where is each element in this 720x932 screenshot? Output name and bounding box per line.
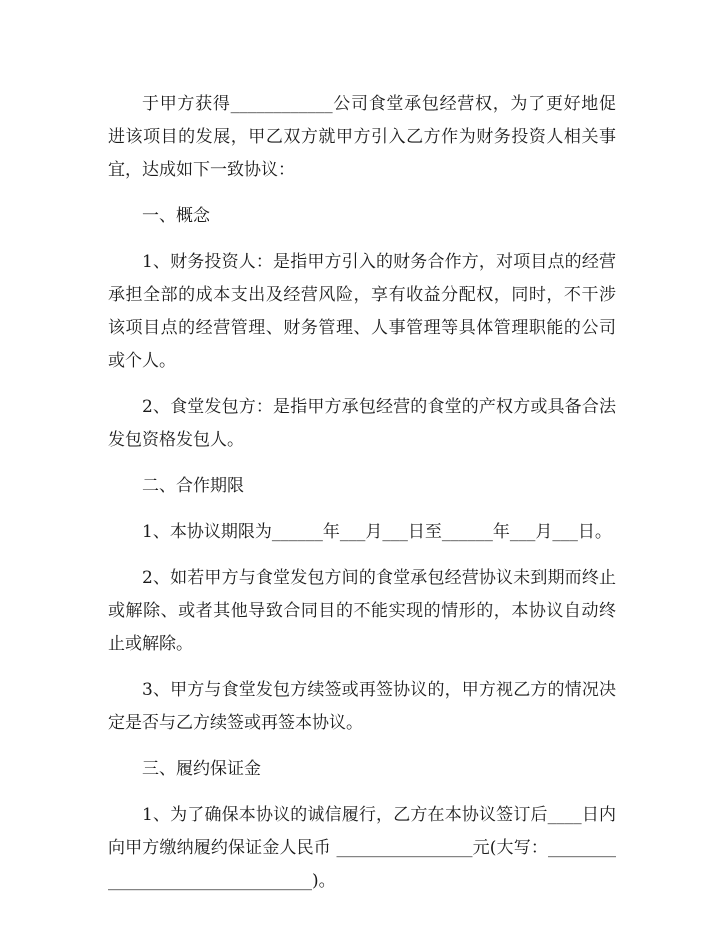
section-heading-concepts: 一、概念 [142, 206, 210, 226]
section-heading-term: 二、合作期限 [142, 476, 244, 496]
section-heading-deposit: 三、履约保证金 [142, 759, 261, 779]
clause-financial-investor: 1、财务投资人：是指甲方引入的财务合作方，对项目点的经营承担全部的成本支出及经营风险，享有收益分配权，同时，不干涉该项目点的经营管理、财务管理、人事管理等具体管理职能的公司或个人。 [108, 252, 616, 371]
clause-deposit: 1、为了确保本协议的诚信履行，乙方在本协议签订后____日内向甲方缴纳履约保证金人民币 ________________元(大写：________________________________)。 [108, 805, 616, 891]
clause-renewal: 3、甲方与食堂发包方续签或再签协议的，甲方视乙方的情况决定是否与乙方续签或再签本协议。 [108, 680, 616, 733]
clause-termination: 2、如若甲方与食堂发包方间的食堂承包经营协议未到期而终止或解除、或者其他导致合同目的不能实现的情形的，本协议自动终止或解除。 [108, 568, 616, 654]
document-body [108, 88, 616, 911]
clause-term-period: 1、本协议期限为______年___月___日至______年___月___日。 [142, 522, 612, 542]
clause-canteen-contractor: 2、食堂发包方：是指甲方承包经营的食堂的产权方或具备合法发包资格发包人。 [108, 397, 616, 450]
intro-paragraph: 于甲方获得____________公司食堂承包经营权，为了更好地促进该项目的发展，甲乙双方就甲方引入乙方作为财务投资人相关事宜，达成如下一致协议： [108, 94, 616, 180]
